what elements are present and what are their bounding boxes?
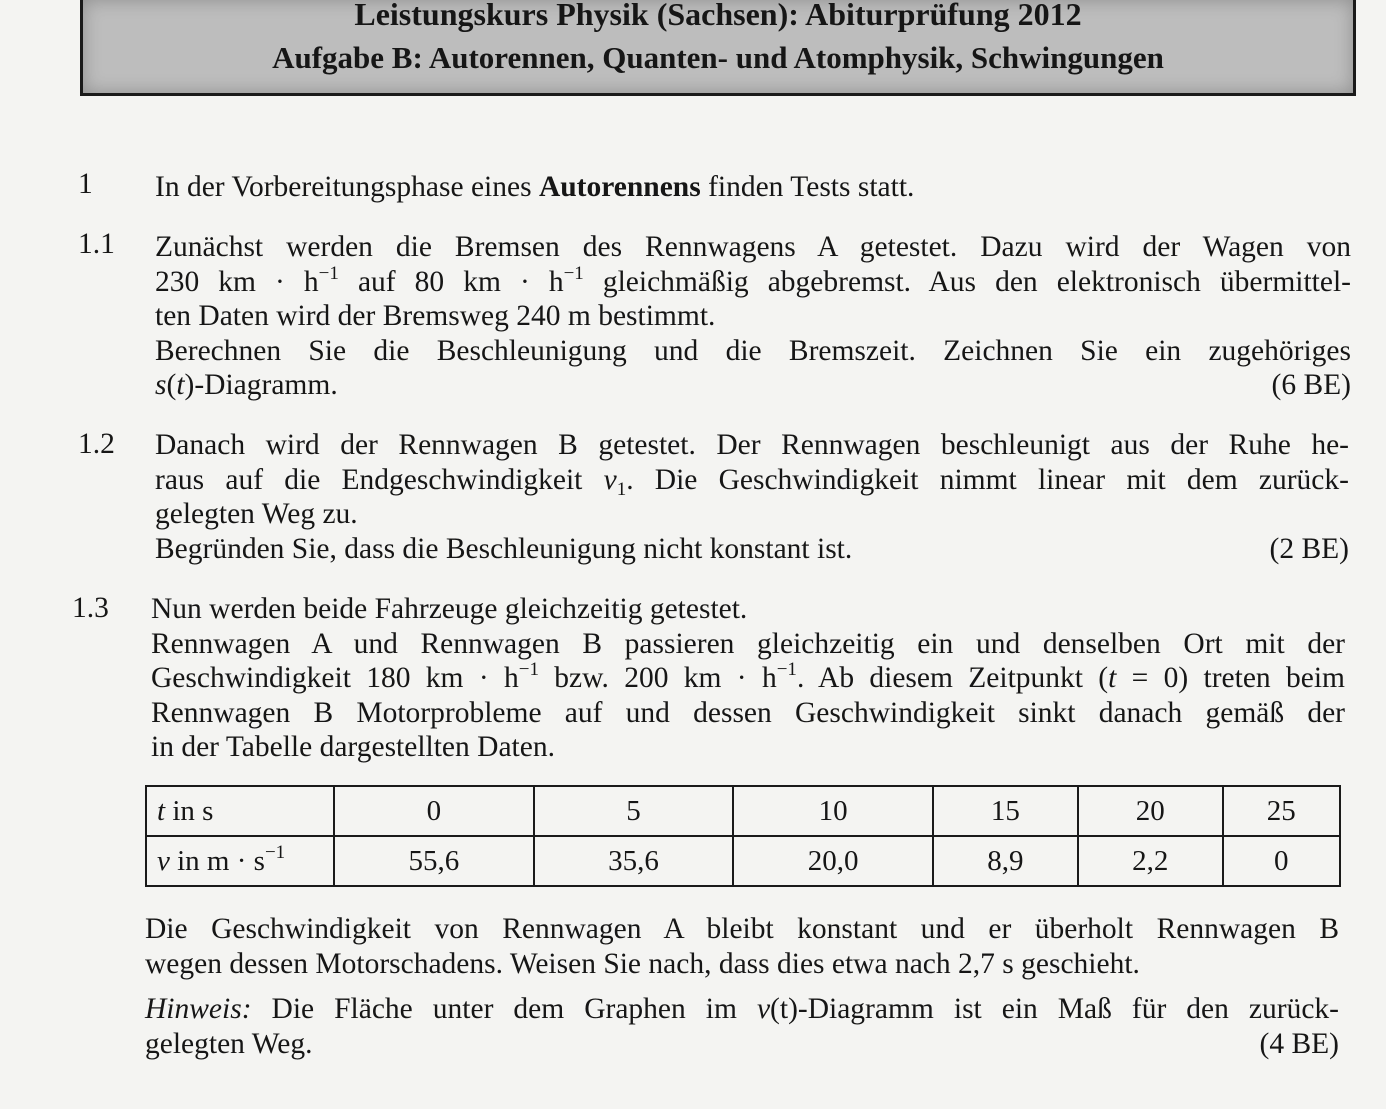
task-1-text: In der Vorbereitungsphase eines Autorennens finden Tests statt. [155, 171, 915, 203]
task-1-number: 1 [78, 168, 93, 200]
table-cell: 5 [534, 786, 734, 836]
exam-header-box [80, 0, 1356, 96]
table-header-time: t in s [146, 786, 334, 836]
task-1-1-text: Zunächst werden die Bremsen des Rennwagens A getestet. Dazu wird der Wagen von 230 km · $h^{-1}$ auf 80 km · $h^{-1}$ gleichmäßig abgebremst. Aus den elektronisch übermittel- ten Daten wird der Bremsweg 240 m bestimmt. Berechnen Sie die Beschleunigung und die Bremszeit. Zeichnen Sie ein zugehöriges s(t)-Diagramm. (6 BE) [155, 231, 1351, 401]
task-1-2-text: Danach wird der Rennwagen B getestet. Der Rennwagen beschleunigt aus der Ruhe he- raus auf die Endgeschwindigkeit $v_1$. Die Geschwindigkeit nimmt linear mit dem zurück- gelegten Weg zu. Begründen Sie, dass die Beschleunigung nicht konstant ist. (2 BE) [155, 429, 1349, 565]
table-cell: 20,0 [733, 836, 933, 886]
table-cell: 0 [334, 786, 534, 836]
table-cell: 25 [1223, 786, 1340, 836]
table-cell: 0 [1223, 836, 1340, 886]
table-cell: 15 [933, 786, 1078, 836]
exam-subtitle: Aufgabe B: Autorennen, Quanten- und Atomphysik, Schwingungen [272, 40, 1164, 75]
table-cell: 8,9 [933, 836, 1078, 886]
table-header-velocity: v in $m \cdot s^{-1}$ [146, 836, 334, 886]
task-1-3-number: 1.3 [72, 592, 109, 624]
table-row [146, 786, 1340, 836]
hint-label: Hinweis: [145, 993, 252, 1025]
table-row [146, 836, 1340, 886]
exam-title: Leistungskurs Physik (Sachsen): Abiturprüfung 2012 [354, 0, 1082, 32]
table-cell: 55,6 [334, 836, 534, 886]
table-cell: 10 [733, 786, 933, 836]
task-1-2-number: 1.2 [78, 428, 115, 460]
velocity-table [145, 785, 1341, 887]
task-1-bold-word: Autorennens [538, 171, 701, 203]
table-cell: 2,2 [1078, 836, 1223, 886]
task-1-3-points: (4 BE) [1259, 1027, 1339, 1060]
task-1-3-question: Die Geschwindigkeit von Rennwagen A bleibt konstant und er überholt Rennwagen B wegen dessen Motorschadens. Weisen Sie nach, dass dies etwa nach 2,7 s geschieht. [145, 913, 1339, 980]
task-1-1-points: (6 BE) [1271, 369, 1351, 401]
table-cell: 20 [1078, 786, 1223, 836]
task-1-2-points: (2 BE) [1269, 532, 1349, 565]
task-1-1-number: 1.1 [78, 228, 115, 260]
task-1-3-text: Nun werden beide Fahrzeuge gleichzeitig getestet. Rennwagen A und Rennwagen B passieren gleichzeitig ein und denselben Ort mit der Geschwindigkeit 180 km · $h^{-1}$ bzw. 200 km · $h^{-1}$. Ab diesem Zeitpunkt (t = 0) treten beim Rennwagen B Motorprobleme auf und dessen Geschwindigkeit sinkt danach gemäß der in der Tabelle dargestellten Daten. [151, 593, 1345, 763]
table-cell: 35,6 [534, 836, 734, 886]
task-1-3-hint: Hinweis: Die Fläche unter dem Graphen im v(t)-Diagramm ist ein Maß für den zurück- gelegten Weg. (4 BE) [145, 993, 1339, 1060]
